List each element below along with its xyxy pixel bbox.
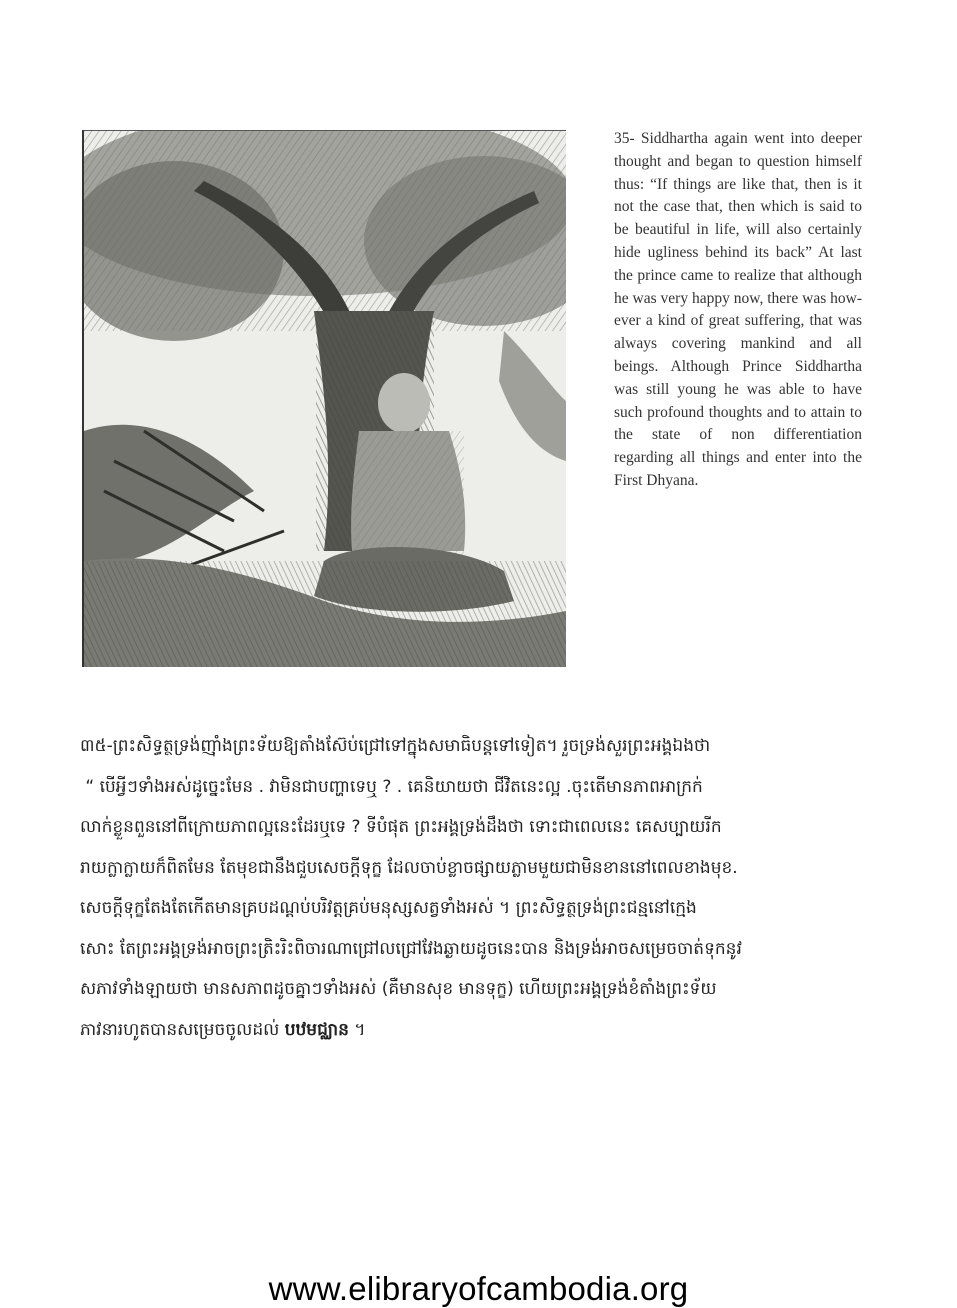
khmer-line: លាក់ខ្លួនពួននៅពីក្រោយភាពល្អនេះដែរឬទេ ? ទីបំផុត ព្រះអង្គទ្រង់ដឹងថា ទោះជាពេលនេះ គេសប្បាយរីក — [80, 817, 722, 837]
english-caption: 35- Siddhartha again went into deeper thought and began to question himself thus: “If things are like that, then is it not the case that, then which is said to be beautiful in life, will also certainly hide ugliness behind its back” At last the prince came to realize that although he was very happy now, there was how- ever a kind of great suffering, that was always covering mankind and all beings. Although Prince Siddhartha was still young he was able to have such profound thoughts and to attain to the state of non differentiation regarding all things and enter into the First Dhyana. — [614, 130, 862, 489]
khmer-line: សភាវទាំងឡាយថា មានសភាពដូចគ្នាៗទាំងអស់ (គឺមានសុខ មានទុក្ខ) ហើយព្រះអង្គទ្រង់ខំតាំងព្រះទ័យ — [80, 979, 717, 999]
khmer-paragraph — [80, 726, 880, 1050]
khmer-line: ៣៥-ព្រះសិទ្ធត្ថទ្រង់ញ៉ាំងព្រះទ័យឱ្យតាំងស៊ែប់ជ្រៅទៅក្នុងសមាធិបន្តទៅទៀត។ រួចទ្រង់សួរព្រះអង្គឯងថា — [80, 736, 711, 756]
buddha-meditation-illustration — [82, 130, 566, 667]
khmer-line: សេចក្ដីទុក្ខតែងតែកើតមានគ្របដណ្ដប់បរិវត្តគ្រប់មនុស្សសត្វទាំងអស់ ។ ព្រះសិទ្ធត្ថទ្រង់ព្រះជន្មនៅក្មេង — [80, 898, 697, 918]
khmer-last-suffix: ។ — [348, 1019, 366, 1040]
khmer-line-last — [80, 1010, 880, 1051]
footer-url[interactable]: www.elibraryofcambodia.org — [268, 1270, 689, 1307]
khmer-last-prefix: ភាវនារហូតបានសម្រេចចូលដល់ — [80, 1019, 285, 1040]
khmer-line: សោះ តែព្រះអង្គទ្រង់អាចព្រះត្រិះរិះពិចារណាជ្រៅលជ្រៅវែងឆ្ងាយដូចនេះបាន និងទ្រង់អាចសម្រេចចាត់ទុកនូវ — [80, 938, 742, 959]
first-dhyana-term: បឋមជ្ឈាន — [284, 1019, 349, 1040]
khmer-line: រាយក្លាក្លាយក៏ពិតមែន តែមុខជានឹងជួបសេចក្ដីទុក្ខ ដែលចាប់ខ្លាចផ្សាយភ្លាមមួយជាមិនខាននៅពេលខាងមុខ. — [80, 857, 738, 878]
khmer-line: “ បើអ្វីៗទាំងអស់ដូច្នេះមែន . វាមិនជាបញ្ហាទេឬ ? . គេនិយាយថា ជីវិតនេះល្អ .ចុះតើមានភាពអាក្រក់ — [80, 776, 703, 797]
illustration-drawing — [84, 131, 566, 667]
